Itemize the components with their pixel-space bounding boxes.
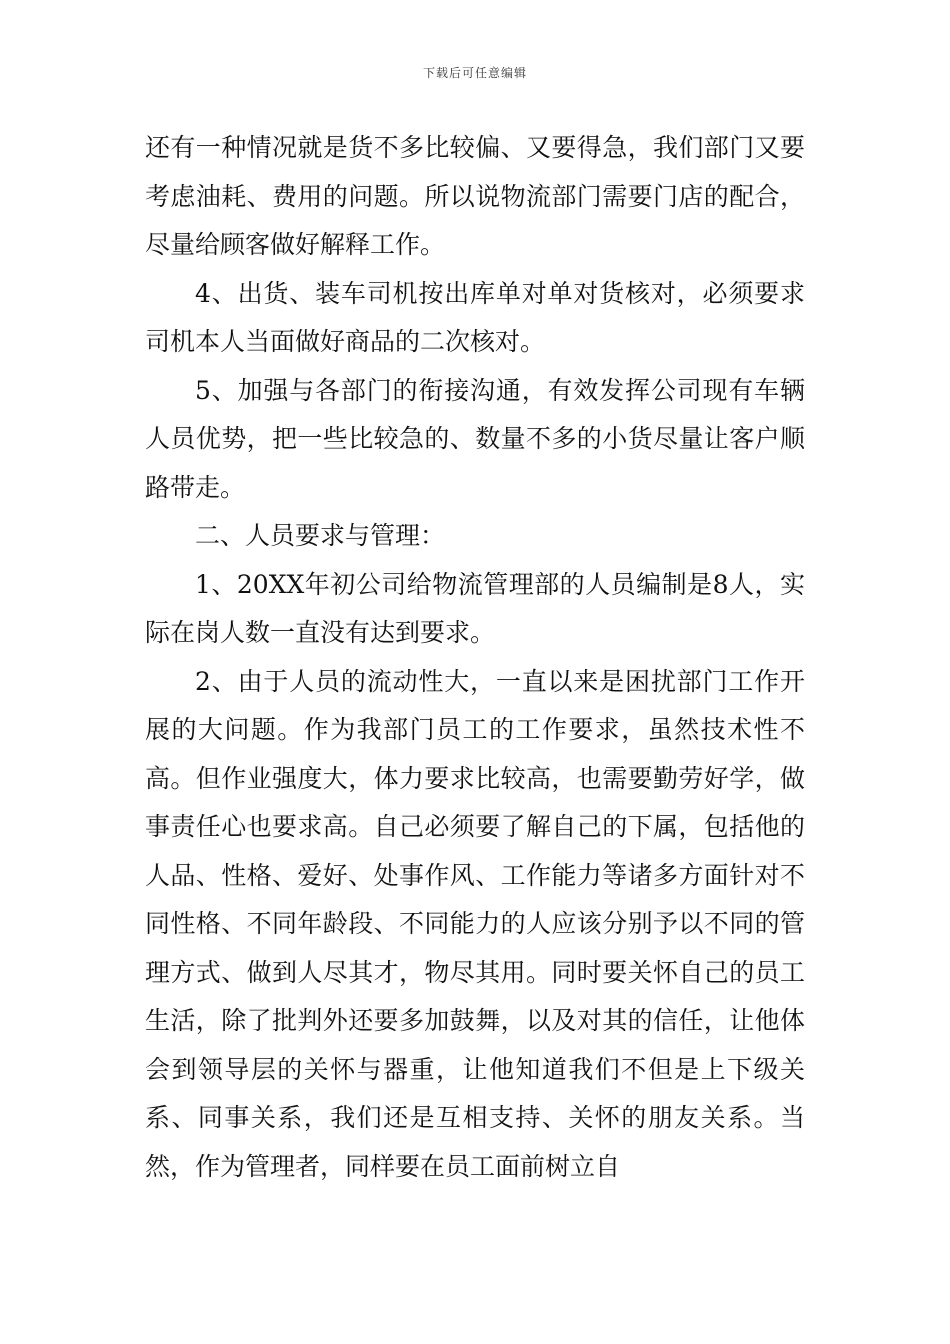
- section-heading-personnel: 二、人员要求与管理：: [195, 521, 446, 550]
- paragraph-personnel-1: 1、20XX年初公司给物流管理部的人员编制是8人，实际在岗人数一直没有达到要求。: [145, 569, 805, 647]
- paragraph-item-4: 4、出货、装车司机按出库单对单对货核对，必须要求司机本人当面做好商品的二次核对。: [145, 278, 805, 356]
- paragraph-continuation: 还有一种情况就是货不多比较偏、又要得急，我们部门又要考虑油耗、费用的问题。所以说物流部门需要门店的配合，尽量给顾客做好解释工作。: [145, 133, 805, 259]
- paragraph-personnel-2: 2、由于人员的流动性大，一直以来是困扰部门工作开展的大问题。作为我部门员工的工作要求，虽然技术性不高。但作业强度大，体力要求比较高，也需要勤劳好学，做事责任心也要求高。自己必须要了解自己的下属，包括他的人品、性格、爱好、处事作风、工作能力等诸多方面针对不同性格、不同年龄段、不同能力的人应该分别予以不同的管理方式、做到人尽其才，物尽其用。同时要关怀自己的员工生活，除了批判外还要多加鼓舞，以及对其的信任，让他体会到领导层的关怀与器重，让他知道我们不但是上下级关系、同事关系，我们还是互相支持、关怀的朋友关系。当然，作为管理者，同样要在员工面前树立自: [145, 666, 805, 1181]
- page-header-note: 下载后可任意编辑: [422, 66, 527, 80]
- paragraph-item-5: 5、加强与各部门的衔接沟通，有效发挥公司现有车辆人员优势，把一些比较急的、数量不多的小货尽量让客户顺路带走。: [145, 375, 805, 502]
- document-body: [145, 124, 805, 1191]
